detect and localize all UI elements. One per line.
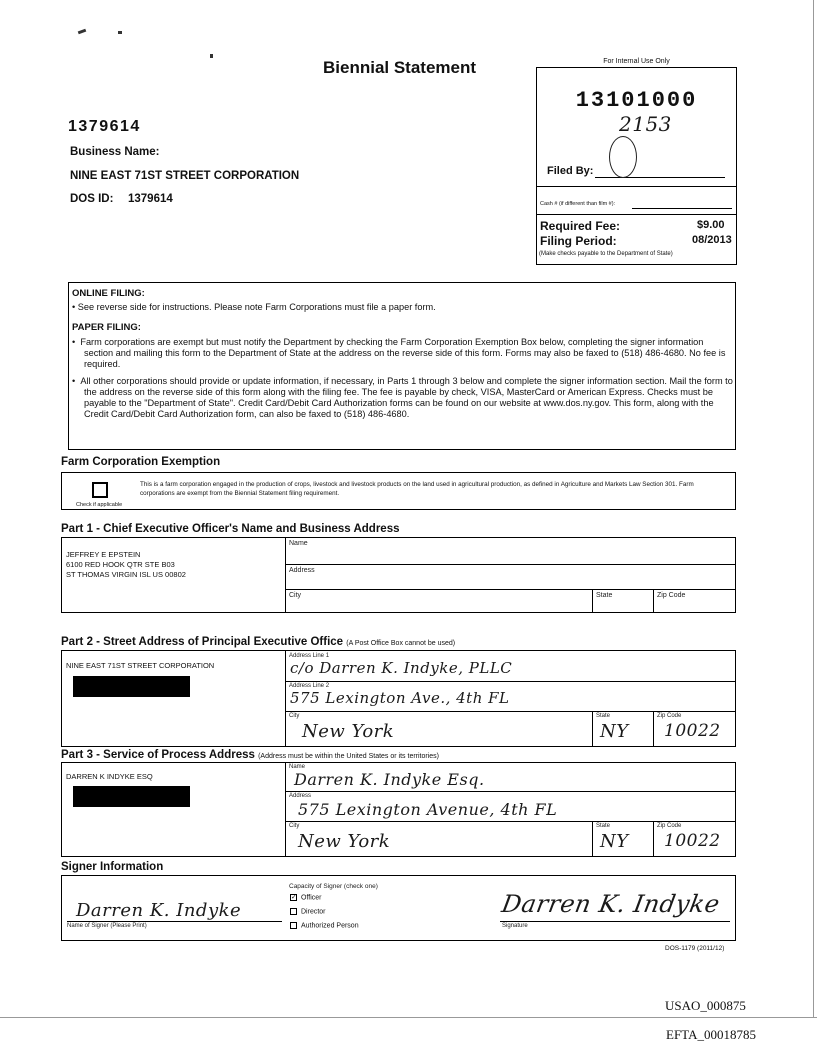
filing-number: 1379614: [68, 118, 141, 135]
handwritten-code: 2153: [619, 112, 672, 136]
dos-id-label: DOS ID:: [70, 193, 114, 205]
payable-note: (Make checks payable to the Department of State): [539, 251, 673, 257]
rule: [653, 821, 654, 856]
part3-city-value[interactable]: New York: [298, 831, 391, 852]
part1-line2: 6100 RED HOOK QTR STE B03: [66, 560, 175, 569]
business-name: NINE EAST 71ST STREET CORPORATION: [70, 170, 300, 182]
part3-address-value[interactable]: 575 Lexington Avenue, 4th FL: [298, 800, 558, 819]
part1-name-label: Name: [289, 540, 308, 547]
rule: [592, 711, 593, 746]
online-text: See reverse side for instructions. Please note Farm Corporations must file a paper form.: [77, 302, 436, 312]
officer-checkbox[interactable]: ✓: [291, 894, 297, 901]
scan-edge: [0, 1017, 817, 1018]
option-officer-label: Officer: [301, 894, 322, 902]
signer-printed-name[interactable]: Darren K. Indyke: [76, 900, 242, 921]
divider: [537, 186, 736, 187]
part2-heading-note: (A Post Office Box cannot be used): [346, 640, 456, 647]
instructions-box: [68, 282, 736, 450]
part1-divider: [285, 538, 286, 612]
cash-label: Cash # (if different than film #):: [540, 201, 616, 207]
filing-period-label: Filing Period:: [540, 234, 617, 248]
rule: [592, 589, 593, 612]
farm-text: This is a farm corporation engaged in the production of crops, livestock and livestock products on the land used in agricultural production, as defined in Agriculture and Markets Law Section 301. Farm corporations are exempt from the Biennial Statement filing requirement.: [140, 481, 694, 497]
rule: [285, 711, 735, 712]
part2-heading: [61, 636, 455, 648]
part3-box: [61, 762, 736, 857]
part3-heading-text: Part 3 - Service of Process Address: [61, 749, 255, 761]
part3-city-label: City: [289, 823, 300, 829]
part1-line3: ST THOMAS VIRGIN ISL US 00802: [66, 570, 186, 579]
part3-heading-note: (Address must be within the United States or its territories): [258, 753, 439, 760]
part3-heading: [61, 749, 439, 761]
option-authorized-label: Authorized Person: [301, 922, 359, 930]
paper-heading: PAPER FILING:: [72, 322, 141, 333]
scan-mark: [78, 29, 87, 35]
filed-by-loop: [609, 136, 637, 178]
part3-name-value[interactable]: Darren K. Indyke Esq.: [294, 770, 485, 789]
online-bullet: • See reverse side for instructions. Please note Farm Corporations must file a paper form.: [72, 302, 436, 312]
required-fee-label: Required Fee:: [540, 219, 621, 233]
signature-line: [500, 921, 730, 922]
rule: [592, 821, 593, 856]
part2-line1: NINE EAST 71ST STREET CORPORATION: [66, 661, 215, 670]
part3-line1: DARREN K INDYKE ESQ: [66, 772, 153, 781]
redaction-block: [73, 786, 190, 807]
part2-addr1-label: Address Line 1: [289, 653, 330, 659]
signer-name-caption: Name of Signer (Please Print): [67, 923, 147, 929]
rule: [653, 711, 654, 746]
signer-box: [61, 875, 736, 941]
scan-mark: [118, 31, 122, 34]
capacity-label: Capacity of Signer (check one): [289, 883, 378, 890]
rule: [285, 821, 735, 822]
farm-box: [61, 472, 736, 510]
divider: [537, 214, 736, 215]
bates-number-1: USAO_000875: [665, 998, 746, 1013]
part1-line1: JEFFREY E EPSTEIN: [66, 550, 141, 559]
option-officer[interactable]: [290, 894, 322, 901]
part3-zip-value[interactable]: 10022: [664, 831, 721, 851]
signer-name-line: [67, 921, 282, 922]
part2-city-value[interactable]: New York: [302, 721, 395, 742]
rule: [285, 564, 735, 565]
part3-divider: [285, 763, 286, 856]
rule: [285, 589, 735, 590]
part1-address-label: Address: [289, 567, 315, 574]
rule: [285, 681, 735, 682]
internal-use-title: For Internal Use Only: [603, 58, 670, 65]
part2-state-value[interactable]: NY: [600, 721, 629, 742]
option-director-label: Director: [301, 908, 326, 916]
paper-bullet-1-text: Farm corporations are exempt but must notify the Department by checking the Farm Corporation Exemption Box below, completing the signer information section and mailing this form to the Department of State at the address on the reverse side of this form. Forms may also be faxed to (518) 486-4680. No fee is required.: [80, 337, 726, 369]
page-title: Biennial Statement: [323, 58, 477, 77]
part1-box: [61, 537, 736, 613]
dos-id: 1379614: [128, 193, 173, 205]
business-name-label: Business Name:: [70, 146, 160, 158]
signature[interactable]: Darren K. Indyke: [499, 890, 723, 918]
required-fee: $9.00: [697, 219, 725, 231]
farm-checkbox[interactable]: [92, 482, 108, 498]
part2-zip-label: Zip Code: [657, 713, 682, 719]
paper-bullet-2: • All other corporations should provide or update information, if necessary, in Parts 1 through 3 below and complete the signer information section. Mail the form to the address on the reverse side of this form along with the filing fee. The fee is payable by check, VISA, MasterCard or American Express. Checks must be payable to the "Department of State". Credit Card/Debit Card Authorization forms can be found on our website at www.dos.ny.gov. This form, along with the Credit Card/Debit Card Authorization form, can also be faxed to (518) 486-4680.: [72, 376, 733, 419]
signer-heading: Signer Information: [61, 861, 164, 873]
form-number: DOS-1179 (2011/12): [665, 945, 725, 952]
option-authorized[interactable]: [290, 922, 359, 929]
option-director[interactable]: [290, 908, 326, 915]
part2-addr1-value[interactable]: c/o Darren K. Indyke, PLLC: [290, 659, 513, 677]
filed-by-line: [595, 177, 725, 178]
part2-state-label: State: [596, 713, 611, 719]
part3-state-value[interactable]: NY: [600, 831, 629, 852]
rule: [653, 589, 654, 612]
signature-caption: Signature: [502, 923, 528, 929]
part1-zip-label: Zip Code: [657, 592, 686, 599]
rule: [285, 791, 735, 792]
part2-box: [61, 650, 736, 747]
online-heading: ONLINE FILING:: [72, 288, 145, 299]
scan-mark: [210, 54, 213, 58]
paper-bullet-2-text: All other corporations should provide or update information, if necessary, in Parts 1 through 3 below and complete the signer information section. Mail the form to the address on the reverse side of this form along with the filing fee. The fee is payable by check, VISA, MasterCard or American Express. Checks must be payable to the "Department of State". Credit Card/Debit Card Authorization forms can be found on our website at www.dos.ny.gov. This form, along with the Credit Card/Debit Card Authorization form, can also be faxed to (518) 486-4680.: [80, 376, 733, 419]
paper-bullet-1: • Farm corporations are exempt but must notify the Department by checking the Farm Corporation Exemption Box below, completing the signer information section and mailing this form to the Department of State at the address on the reverse side of this form. Forms may also be faxed to (518) 486-4680. No fee is required.: [72, 337, 726, 369]
part1-heading: Part 1 - Chief Executive Officer's Name and Business Address: [61, 523, 400, 535]
part1-city-label: City: [289, 592, 302, 599]
farm-heading: Farm Corporation Exemption: [61, 456, 221, 468]
part2-divider: [285, 651, 286, 746]
part3-name-label: Name: [289, 764, 306, 770]
part1-state-label: State: [596, 592, 613, 599]
part3-zip-label: Zip Code: [657, 823, 682, 829]
part2-city-label: City: [289, 713, 300, 719]
part2-addr2-label: Address Line 2: [289, 683, 330, 689]
part3-address-label: Address: [289, 793, 312, 799]
part3-state-label: State: [596, 823, 611, 829]
filing-period: 08/2013: [692, 234, 732, 246]
bates-number-2: EFTA_00018785: [666, 1027, 756, 1042]
redaction-block: [73, 676, 190, 697]
part2-addr2-value[interactable]: 575 Lexington Ave., 4th FL: [290, 689, 510, 707]
part2-heading-text: Part 2 - Street Address of Principal Executive Office: [61, 636, 344, 648]
cash-line: [632, 208, 732, 209]
stamp-number: 13101000: [575, 88, 698, 113]
internal-use-box: [536, 58, 737, 265]
part2-zip-value[interactable]: 10022: [664, 721, 721, 741]
farm-check-label: Check if applicable: [76, 502, 123, 508]
scan-edge: [813, 0, 814, 1017]
director-checkbox[interactable]: [290, 908, 297, 915]
filed-by-label: Filed By:: [547, 165, 594, 177]
authorized-checkbox[interactable]: [290, 922, 297, 929]
